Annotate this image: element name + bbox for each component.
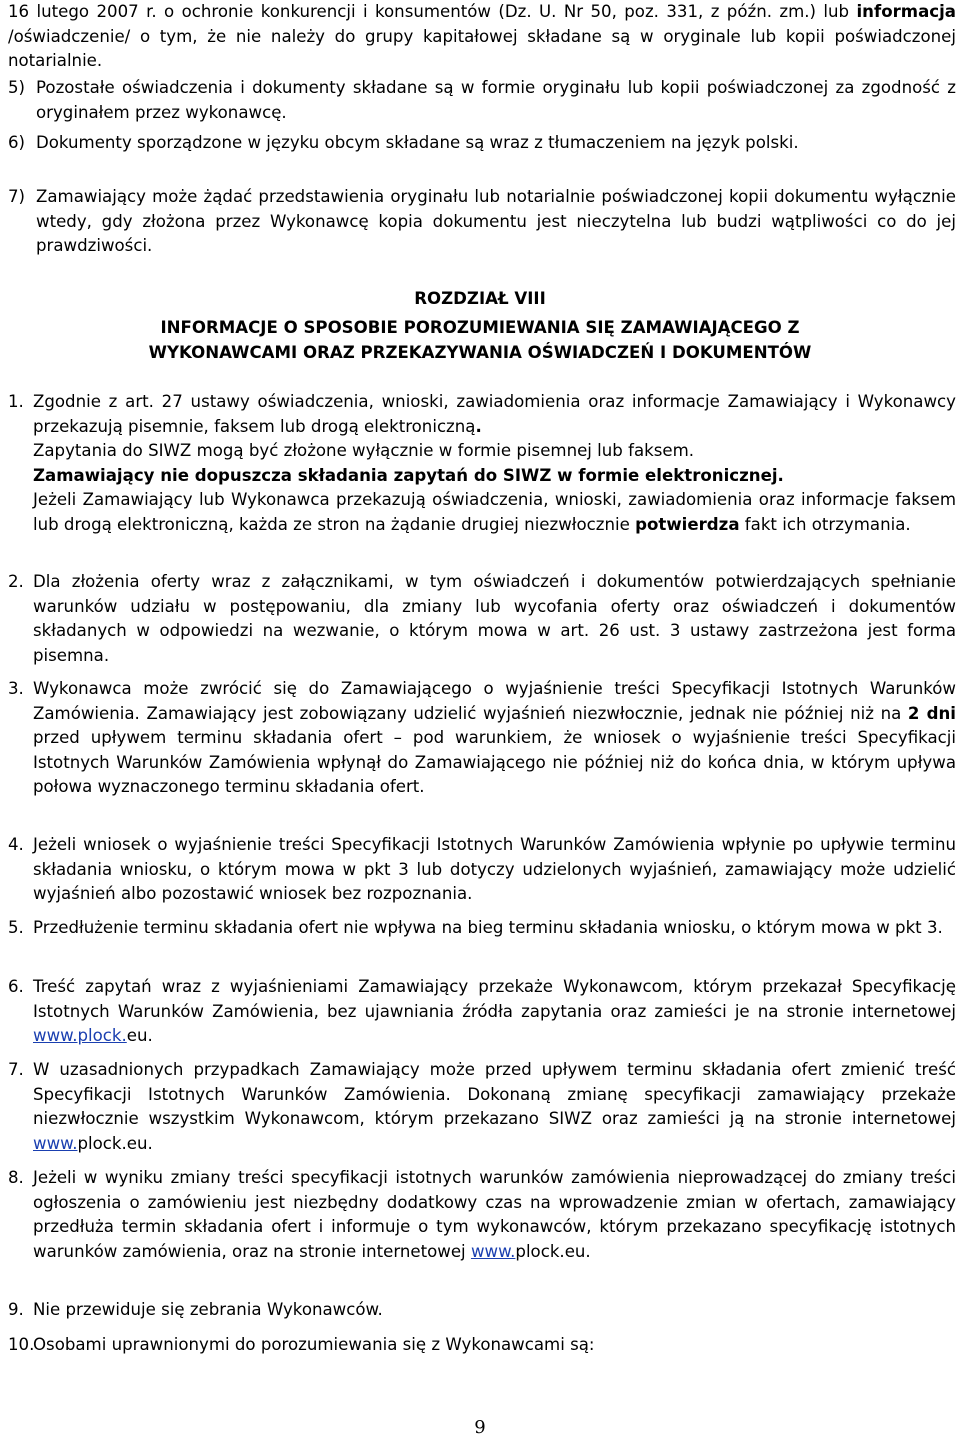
item-body <box>33 1058 956 1156</box>
item-text-end: eu. <box>126 1026 153 1045</box>
item-number: 8. <box>8 1168 24 1187</box>
item-8 <box>8 1166 956 1264</box>
chapter-subtitle-line-1: INFORMACJE O SPOSOBIE POROZUMIEWANIA SIĘ ZAMAWIAJĄCEGO Z <box>160 318 800 337</box>
website-link[interactable]: www. <box>33 1133 78 1153</box>
item-text: Zgodnie z art. 27 ustawy oświadczenia, wnioski, zawiadomienia oraz informacje Zamawiający i Wykonawcy przekazują pisemnie, faksem lub drogą elektroniczną <box>33 392 956 436</box>
item-3 <box>8 677 956 800</box>
point-5 <box>8 76 956 125</box>
item-body <box>33 390 956 537</box>
item-body <box>33 677 956 800</box>
point-text: Dokumenty sporządzone w języku obcym składane są wraz z tłumaczeniem na język polski. <box>36 133 799 152</box>
item-text: Jeżeli w wyniku zmiany treści specyfikacji istotnych warunków zamówienia nieprowadzącej do zmiany treści ogłoszenia o zamówieniu jest niezbędny dodatkowy czas na wprowadzenie zmian w ofertach, zamawiający przedłuża termin składania ofert i informuje o tym wykonawców, którym przekazano specyfikację istotnych warunków zamówienia, oraz na stronie internetowej <box>33 1168 956 1261</box>
chapter-subtitle-line-2: WYKONAWCAMI ORAZ PRZEKAZYWANIA OŚWIADCZEŃ I DOKUMENTÓW <box>148 343 812 362</box>
item-text-end: plock.eu. <box>515 1241 591 1261</box>
item-bold-text: Zamawiający nie dopuszcza składania zapytań do SIWZ w formie elektronicznej. <box>33 465 784 485</box>
website-link[interactable]: www. <box>470 1241 516 1261</box>
item-1-paragraph-a <box>33 390 956 439</box>
item-10 <box>8 1333 956 1358</box>
page-number: 9 <box>474 1417 486 1438</box>
item-text-end: przed upływem terminu składania ofert – pod warunkiem, że wniosek o wyjaśnienie treści Specyfikacji Istotnych Warunków Zamówienia wpłynął do Zamawiającego nie później niż do końca dnia, w którym upływa połowa wyznaczonego terminu składania ofert. <box>33 728 956 796</box>
item-text: Jeżeli wniosek o wyjaśnienie treści Specyfikacji Istotnych Warunków Zamówienia wpłynie po upływie terminu składania wniosku, o którym mowa w pkt 3 lub dotyczy udzielonych wyjaśnień, zamawiający może udzielić wyjaśnień albo pozostawić wniosek bez rozpoznania. <box>33 835 956 903</box>
point-number: 7) <box>8 187 26 206</box>
item-body <box>33 1166 956 1264</box>
item-6 <box>8 975 956 1049</box>
item-number: 2. <box>8 572 24 591</box>
point-text: Zamawiający może żądać przedstawienia oryginału lub notarialnie poświadczonej kopii dokumentu wyłącznie wtedy, gdy złożona przez Wykonawcę kopia dokumentu jest nieczytelna lub budzi wątpliwości co do jej prawdziwości. <box>36 187 956 255</box>
item-9 <box>8 1298 956 1323</box>
item-4 <box>8 833 956 907</box>
item-bold-text: 2 dni <box>907 703 956 723</box>
item-number: 5. <box>8 918 24 937</box>
item-text: Przedłużenie terminu składania ofert nie wpływa na bieg terminu składania wniosku, o którym mowa w pkt 3. <box>33 918 943 937</box>
item-text: Dla złożenia oferty wraz z załącznikami, w tym oświadczeń i dokumentów potwierdzających spełnianie warunków udziału w postępowaniu, dla zmiany lub wycofania oferty oraz oświadczeń i dokumentów składanych w odpowiedzi na wezwanie, o którym mowa w art. 26 ust. 3 ustawy zastrzeżona jest forma pisemna. <box>33 572 956 665</box>
intro-paragraph <box>8 0 956 74</box>
item-text: Jeżeli Zamawiający lub Wykonawca przekazują oświadczenia, wnioski, zawiadomienia oraz informacje faksem lub drogą elektroniczną, każda ze stron na żądanie drugiej niezwłocznie <box>33 490 956 534</box>
point-text: Pozostałe oświadczenia i dokumenty składane są w formie oryginału lub kopii poświadczonej za zgodność z oryginałem przez wykonawcę. <box>36 78 956 122</box>
intro-text-1: 16 lutego 2007 r. o ochronie konkurencji i konsumentów (Dz. U. Nr 50, poz. 331, z późn. zm.) lub <box>8 2 857 21</box>
item-text: W uzasadnionych przypadkach Zamawiający może przed upływem terminu składania ofert zmienić treść Specyfikacji Istotnych Warunków Zamówienia. Dokonaną zmianę specyfikacji zamawiający przekaże niezwłocznie wszystkim Wykonawcom, którym przekazano SIWZ oraz zamieści ją na stronie internetowej <box>33 1060 956 1128</box>
item-number: 3. <box>8 679 24 698</box>
item-text-end: fakt ich otrzymania. <box>739 514 911 534</box>
item-1-paragraph-d <box>33 488 956 537</box>
point-number: 6) <box>8 133 26 152</box>
item-text: Treść zapytań wraz z wyjaśnieniami Zamawiający przekaże Wykonawcom, którym przekazał Specyfikację Istotnych Warunków Zamówienia, bez ujawniania źródła zapytania oraz zamieści je na stronie internetowej <box>33 977 956 1021</box>
point-7 <box>8 185 956 259</box>
item-number: 7. <box>8 1060 24 1079</box>
chapter-title: ROZDZIAŁ VIII <box>414 289 546 308</box>
item-text-end: plock.eu. <box>77 1133 153 1153</box>
item-number: 4. <box>8 835 24 854</box>
item-5 <box>8 916 956 941</box>
item-text: Osobami uprawnionymi do porozumiewania się z Wykonawcami są: <box>33 1335 595 1354</box>
intro-bold: informacja <box>856 2 956 21</box>
item-1-paragraph-c <box>33 464 956 489</box>
item-1 <box>8 390 956 537</box>
item-7 <box>8 1058 956 1156</box>
item-text: Wykonawca może zwrócić się do Zamawiającego o wyjaśnienie treści Specyfikacji Istotnych Warunków Zamówienia. Zamawiający jest zobowiązany udzielić wyjaśnień niezwłocznie, jednak nie później niż na <box>33 679 956 723</box>
item-text: Nie przewiduje się zebrania Wykonawców. <box>33 1300 383 1319</box>
item-number: 6. <box>8 977 24 996</box>
intro-text-2: /oświadczenie/ o tym, że nie należy do grupy kapitałowej składane są w oryginale lub kopii poświadczonej notarialnie. <box>8 26 956 70</box>
item-number: 9. <box>8 1300 24 1319</box>
item-1-paragraph-b: Zapytania do SIWZ mogą być złożone wyłącznie w formie pisemnej lub faksem. <box>33 441 695 460</box>
item-body <box>33 975 956 1049</box>
item-bold-text: potwierdza <box>635 514 740 534</box>
item-number: 10. <box>8 1335 35 1354</box>
point-6 <box>8 131 956 156</box>
point-number: 5) <box>8 78 26 97</box>
item-text-end: . <box>475 416 482 436</box>
item-2 <box>8 570 956 668</box>
website-link[interactable]: www.plock. <box>33 1026 127 1045</box>
item-number: 1. <box>8 392 24 411</box>
